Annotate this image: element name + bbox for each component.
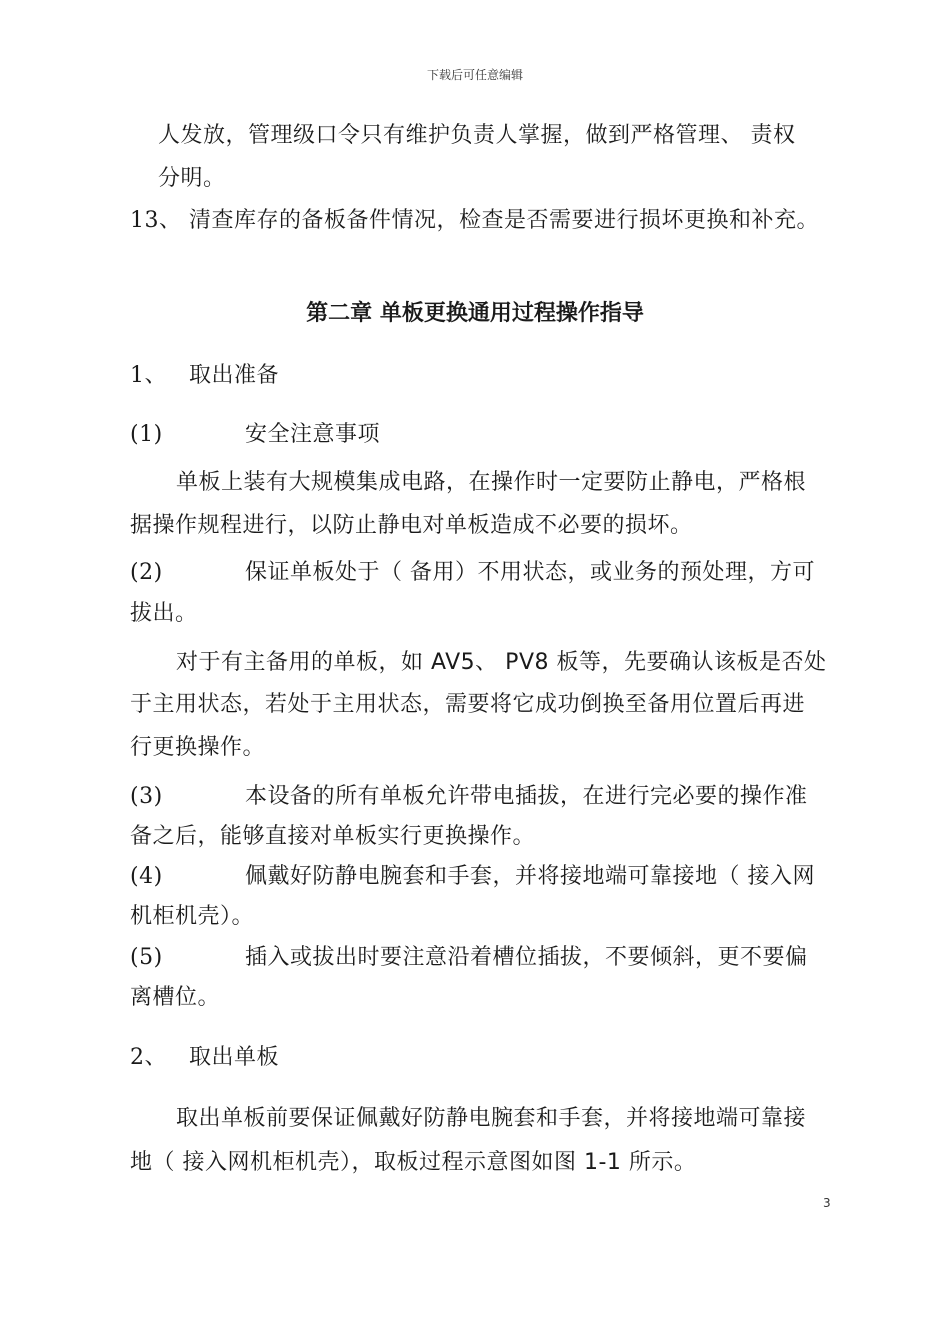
item-3-number: (3): [130, 784, 163, 809]
item-1-title: 安全注意事项: [245, 422, 381, 447]
section-2-para-line-1: 取出单板前要保证佩戴好防静电腕套和手套，并将接地端可靠接: [176, 1106, 807, 1131]
page-header: 下载后可任意编辑: [426, 68, 523, 82]
item-2-number: (2): [130, 560, 163, 585]
item-3-line-2: 备之后，能够直接对单板实行更换操作。: [130, 824, 536, 849]
item-5-line-2: 离槽位。: [130, 985, 221, 1010]
item-13-text: 清查库存的备板备件情况，检查是否需要进行损坏更换和补充。: [189, 208, 820, 233]
item-4-number: (4): [130, 864, 163, 889]
page-number: 3: [823, 1196, 831, 1210]
item-2-line-1: 保证单板处于（ 备用）不用状态，或业务的预处理，方可: [245, 560, 815, 585]
section-2-number: 2、: [130, 1045, 167, 1070]
item-1-para-line-2: 据操作规程进行，以防止静电对单板造成不必要的损坏。: [130, 513, 693, 538]
continued-line-2: 分明。: [158, 166, 226, 191]
chapter-title: 第二章 单板更换通用过程操作指导: [306, 301, 644, 326]
section-2-title: 取出单板: [189, 1045, 280, 1070]
item-2-para-line-2: 于主用状态，若处于主用状态，需要将它成功倒换至备用位置后再进: [130, 692, 806, 717]
item-3-line-1: 本设备的所有单板允许带电插拔，在进行完必要的操作准: [245, 784, 808, 809]
item-2-line-2: 拔出。: [130, 601, 198, 626]
item-2-para-line-1: 对于有主备用的单板，如 AV5、 PV8 板等，先要确认该板是否处: [176, 650, 827, 675]
section-1-number: 1、: [130, 363, 167, 388]
item-5-number: (5): [130, 945, 163, 970]
continued-line-1: 人发放，管理级口令只有维护负责人掌握，做到严格管理、 责权: [158, 123, 796, 148]
item-5-line-1: 插入或拔出时要注意沿着槽位插拔，不要倾斜，更不要偏: [245, 945, 808, 970]
section-2-para-line-2: 地（ 接入网机柜机壳），取板过程示意图如图 1-1 所示。: [130, 1150, 697, 1175]
section-1-title: 取出准备: [189, 363, 280, 388]
item-1-number: (1): [130, 422, 163, 447]
item-4-line-1: 佩戴好防静电腕套和手套，并将接地端可靠接地（ 接入网: [245, 864, 815, 889]
item-2-para-line-3: 行更换操作。: [130, 735, 266, 760]
item-4-line-2: 机柜机壳）。: [130, 904, 255, 929]
item-1-para-line-1: 单板上装有大规模集成电路，在操作时一定要防止静电，严格根: [176, 470, 807, 495]
item-13-number: 13、: [130, 208, 182, 233]
